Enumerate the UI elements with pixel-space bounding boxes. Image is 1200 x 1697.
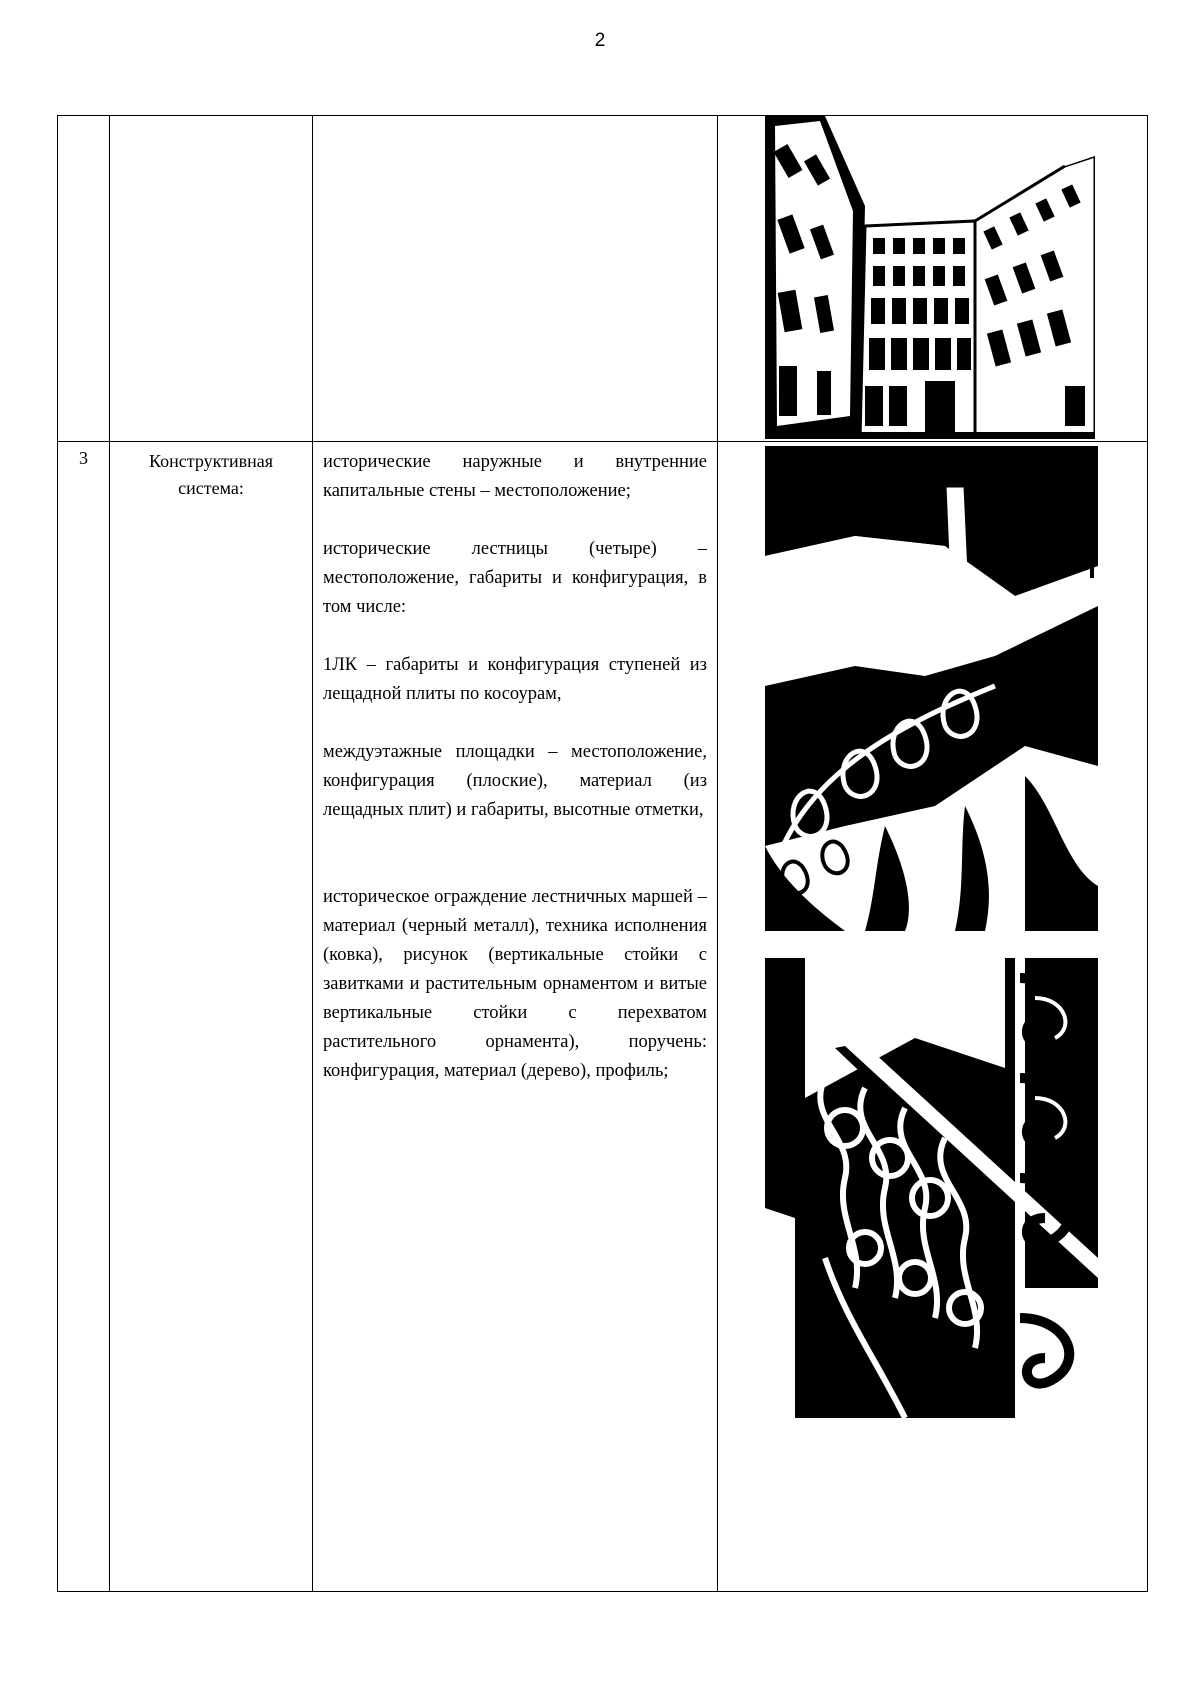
element-name-cell: Конструктивная система: <box>110 442 313 1592</box>
table-row <box>58 442 1148 1592</box>
photo-cell <box>718 442 1148 1592</box>
description-paragraph: 1ЛК – габариты и конфигурация ступеней из лещадной плиты по косоурам, <box>323 655 707 704</box>
description-paragraph: исторические лестницы (четыре) – местоположение, габариты и конфигурация, в том числе: <box>323 539 707 617</box>
element-name-cell <box>110 116 313 442</box>
description-paragraph: междуэтажные площадки – местоположение, конфигурация (плоские), материал (из лещадных плит) и габариты, высотные отметки, <box>323 742 707 820</box>
document-table <box>57 115 1148 1592</box>
row-number-cell <box>58 116 110 442</box>
courtyard-photo <box>765 116 1095 439</box>
page-number: 2 <box>594 30 606 51</box>
stair-railing-photo <box>765 958 1098 1418</box>
description-paragraph: исторические наружные и внутренние капитальные стены – местоположение; <box>323 452 707 501</box>
photo-cell <box>718 116 1148 442</box>
row-number-cell: 3 <box>58 442 110 1592</box>
description-paragraph: историческое ограждение лестничных маршей – материал (черный металл), техника исполнения (ковка), рисунок (вертикальные стойки с завитками и растительным орнаментом и витые вертикальные стойки с перехватом растительного орнамента), поручень: конфигурация, материал (дерево), профиль; <box>323 887 707 1081</box>
description-cell <box>313 442 718 1592</box>
description-cell <box>313 116 718 442</box>
staircase-photo <box>765 446 1098 931</box>
table-row <box>58 116 1148 442</box>
